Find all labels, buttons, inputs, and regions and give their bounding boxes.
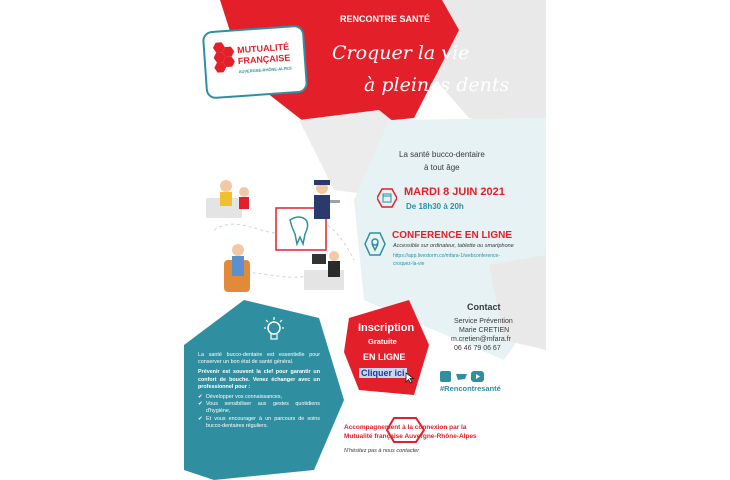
info-bullet-2-text: Vous sensibiliser aux gestes quotidiens d'hygiène, [206,401,320,415]
logo-line1: MUTUALITÉ [236,41,290,56]
contact-heading: Contact [467,302,501,312]
conference-url-line2[interactable]: croquez-la-vie [393,261,425,267]
hashtag[interactable]: #Rencontresanté [440,384,501,393]
subtitle-line2: à tout âge [424,163,460,172]
people-illustration-icon [204,170,364,305]
logo-badge [202,25,308,100]
event-time: De 18h30 à 20h [406,202,464,211]
footer-note: N'hésitez pas à nous contacter [344,448,420,454]
event-type: RENCONTRE SANTÉ [340,14,431,24]
inscription-free: Gratuite [368,337,397,346]
contact-phone: 06 46 79 06 67 [454,345,501,352]
check-icon: ✔ [198,415,203,422]
calendar-icon [377,188,397,208]
cursor-icon [405,372,415,384]
conference-title: CONFERENCE EN LIGNE [392,230,513,241]
footer-line2: Mutualité française Auvergne-Rhône-Alpes [344,433,477,440]
inscription-online: EN LIGNE [363,352,406,362]
event-date: MARDI 8 JUIN 2021 [404,186,505,198]
footer-line1: Accompagnement à la connexion par la [344,424,467,431]
lightbulb-icon [262,316,286,346]
info-paragraph-2: Prévenir est souvent la clef pour garantir un confort de bouche. Venez échanger avec un professionnel pour : [198,369,320,390]
inscription-title: Inscription [358,322,415,334]
conference-devices: Accessible sur ordinateur, tablette ou smartphone [393,243,514,249]
contact-service: Service Prévention [454,318,513,325]
info-text [198,352,320,430]
info-bullet-3-text: Et vous encourager à un parcours de soins bucco-dentaires réguliers. [206,415,320,429]
facebook-icon[interactable] [440,371,451,382]
title-line1: Croquer la vie [332,42,470,64]
info-bullet-1 [198,394,320,401]
register-link[interactable]: Cliquer ici [361,368,405,378]
hexagon-logo-icon [208,39,239,81]
social-icons-svg [440,371,484,383]
contact-email[interactable]: m.cretien@mfara.fr [451,336,512,343]
logo-region: AUVERGNE-RHÔNE-ALPES [238,65,292,75]
twitter-icon[interactable] [456,374,467,380]
poster [184,0,546,480]
check-icon: ✔ [198,394,203,401]
info-paragraph-1: La santé bucco-dentaire est essentielle pour conserver un bon état de santé général. [198,352,320,366]
info-bullet-3 [198,416,320,430]
subtitle-line1: La santé bucco-dentaire [399,150,485,159]
illustration [204,170,364,305]
check-icon: ✔ [198,401,203,408]
social-icons [440,370,500,382]
info-bullet-2 [198,401,320,415]
location-pin-icon [364,232,386,256]
info-bullet-1-text: Développer vos connaissances, [206,394,283,401]
contact-name: Marie CRETIEN [459,327,510,334]
conference-url-line1[interactable]: https://app.livestorm.co/mfara-1/webconference- [393,253,500,259]
title-line2: à pleines dents [364,74,510,96]
logo-line2: FRANÇAISE [237,52,291,67]
